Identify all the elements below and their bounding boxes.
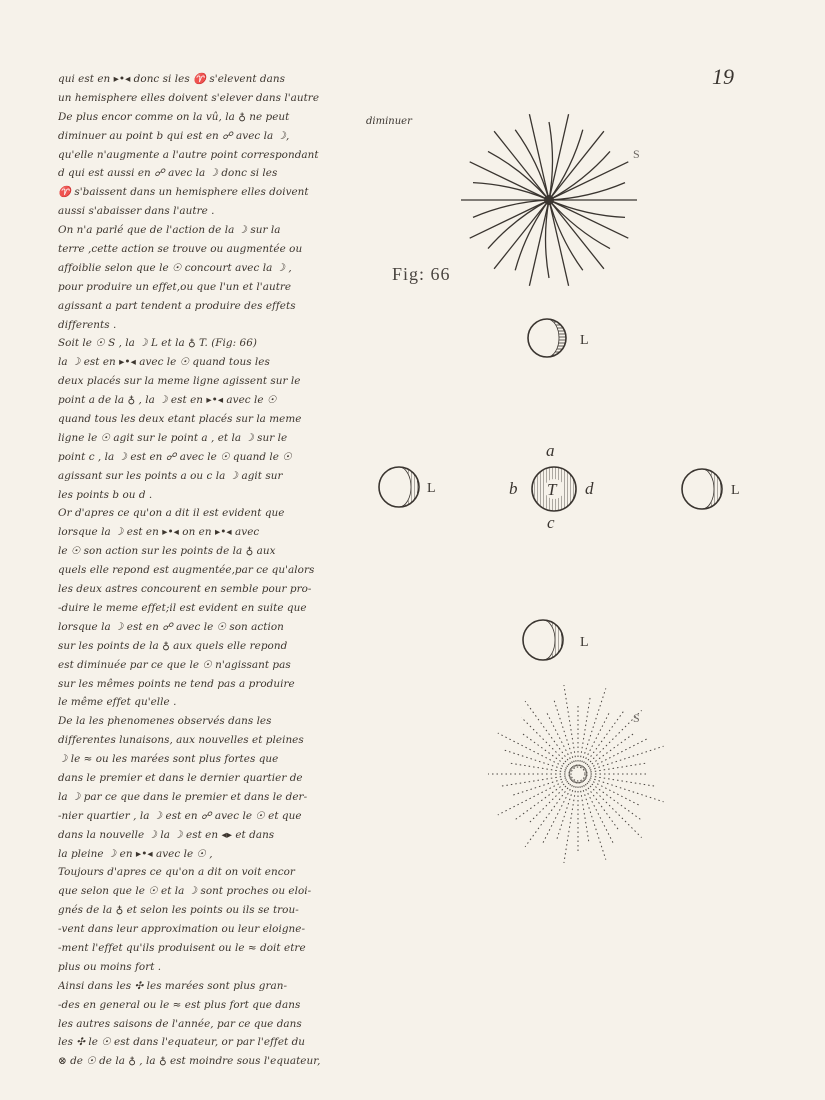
dotted-sun-ray bbox=[582, 781, 615, 845]
text-line: les ✣ le ☉ est dans l'equateur, or par l'effet du bbox=[58, 1036, 306, 1049]
point-d-label: d bbox=[585, 479, 594, 498]
text-line: gnés de la ♁ et selon les points ou ils se trou- bbox=[58, 904, 299, 917]
dotted-sun-ray bbox=[521, 733, 571, 769]
dotted-sun-ray bbox=[579, 695, 590, 766]
dotted-sun-ray bbox=[529, 780, 573, 824]
text-line: lorsque la ☽ est en ☍ avec le ☉ son action bbox=[58, 620, 284, 633]
dotted-sun-ray bbox=[580, 782, 605, 860]
dotted-sun-ray bbox=[580, 688, 605, 766]
dotted-sun-ray bbox=[556, 782, 575, 841]
dotted-sun-ray bbox=[583, 709, 625, 767]
text-line: -vent dans leur approximation ou leur eloigne- bbox=[58, 923, 306, 936]
moon-right-label: L bbox=[731, 483, 740, 498]
dotted-sun-ray bbox=[542, 781, 575, 845]
text-line: plus ou moins fort . bbox=[58, 960, 162, 973]
dotted-sun-ray bbox=[583, 780, 619, 830]
point-b-label: b bbox=[509, 479, 518, 498]
text-line: les deux astres concourent en semble pour pro- bbox=[58, 583, 312, 596]
text-line: deux placés sur la meme ligne agissent sur le bbox=[58, 375, 301, 388]
moon-top-icon bbox=[528, 319, 566, 357]
text-line: ⊗ de ☉ de la ♁ , la ♁ est moindre sous l'equateur, bbox=[58, 1055, 321, 1068]
text-line: -des en general ou le ≈ est plus fort que dans bbox=[58, 998, 301, 1011]
text-line: les points b ou d . bbox=[58, 488, 153, 501]
moon-bottom-label: L bbox=[580, 635, 589, 650]
text-line: point c , la ☽ est en ☍ avec le ☉ quand le ☉ bbox=[58, 450, 292, 463]
text-line: est diminuée par ce que le ☉ n'agissant pas bbox=[58, 658, 291, 671]
dotted-sun-side-mark: S bbox=[633, 711, 640, 725]
dotted-sun-ray bbox=[513, 779, 571, 821]
moon-top-label: L bbox=[580, 333, 589, 348]
text-line: Toujours d'apres ce qu'on a dit on voit encor bbox=[58, 866, 295, 879]
text-line: la ☽ par ce que dans le premier et dans le der- bbox=[58, 790, 308, 803]
sun-core bbox=[544, 195, 554, 205]
figure-label: Fig: 66 bbox=[392, 264, 451, 284]
text-line: sur les mêmes points ne tend pas a produire bbox=[58, 677, 295, 690]
text-line: affoiblie selon que le ☉ concourt avec la ☽ , bbox=[58, 261, 292, 274]
text-line: differents . bbox=[58, 318, 117, 331]
dotted-sun-ray bbox=[586, 746, 664, 771]
dotted-sun-ray bbox=[582, 712, 610, 767]
text-line: qu'elle n'augmente a l'autre point correspondant bbox=[58, 148, 319, 161]
text-line: le ☉ son action sur les points de la ♁ aux bbox=[58, 545, 276, 558]
dotted-sun-ray bbox=[511, 776, 570, 795]
moon-left-icon bbox=[379, 467, 419, 507]
text-line: ♈ s'baissent dans un hemisphere elles doivent bbox=[58, 186, 309, 199]
dotted-sun-core bbox=[571, 767, 585, 781]
text-line: agissant a part tendent a produire des effets bbox=[58, 299, 296, 312]
text-line: Or d'apres ce qu'on a dit il est evident que bbox=[58, 507, 285, 520]
text-line: agissant sur les points a ou c la ☽ agit sur bbox=[58, 469, 283, 482]
text-line: diminuer au point b qui est en ☍ avec la ☽, bbox=[58, 129, 290, 142]
text-line: -nier quartier , la ☽ est en ☍ avec le ☉ et que bbox=[58, 809, 302, 822]
text-line: qui est en ▸•◂ donc si les ♈ s'elevent dans bbox=[58, 73, 285, 85]
text-line: aussi s'abaisser dans l'autre . bbox=[58, 205, 215, 218]
dotted-sun-ray bbox=[564, 782, 577, 863]
point-a-label: a bbox=[546, 441, 555, 460]
dotted-sun-ray bbox=[585, 778, 640, 806]
sun-side-mark: S bbox=[633, 147, 640, 161]
text-line: d qui est aussi en ☍ avec la ☽ donc si les bbox=[58, 167, 278, 180]
text-line: dans le premier et dans le dernier quartier de bbox=[58, 771, 303, 784]
point-c-label: c bbox=[547, 513, 555, 532]
dotted-sun-ray bbox=[586, 763, 647, 773]
dotted-sun-ray bbox=[584, 780, 642, 838]
text-line: lorsque la ☽ est en ▸•◂ on en ▸•◂ avec bbox=[58, 526, 260, 539]
text-line: De plus encor comme on la vû, la ♁ ne peut bbox=[58, 110, 290, 123]
dotted-sun-ray bbox=[584, 733, 634, 769]
dotted-sun-ray bbox=[564, 685, 577, 766]
text-line: sur les points de la ♁ aux quels elle repond bbox=[58, 639, 288, 652]
text-line: ligne le ☉ agit sur le point a , et la ☽ sur le bbox=[58, 431, 288, 444]
dotted-sun-ray bbox=[521, 717, 572, 768]
sun-icon bbox=[461, 114, 637, 286]
text-line: Soit le ☉ S , la ☽ L et la ♁ T. (Fig: 66) bbox=[58, 337, 257, 350]
text-line: differentes lunaisons, aux nouvelles et pleines bbox=[58, 734, 304, 747]
dotted-sun-ray bbox=[525, 780, 573, 846]
text-line: dans la nouvelle ☽ la ☽ est en ◂▸ et dans bbox=[58, 828, 275, 841]
dotted-sun-ray bbox=[546, 712, 574, 767]
dotted-sun-ray bbox=[525, 701, 573, 767]
text-line: -duire le meme effet;il est evident en suite que bbox=[58, 601, 307, 614]
text-line: On n'a parlé que de l'action de la ☽ sur la bbox=[58, 224, 281, 237]
page-number: 19 bbox=[712, 64, 734, 89]
text-line: le même effet qu'elle . bbox=[58, 696, 177, 709]
dotted-sun-ray bbox=[509, 763, 570, 773]
text-line: quels elle repond est augmentée,par ce qu'alors bbox=[58, 564, 315, 577]
text-line: ☽ le ≈ ou les marées sont plus fortes que bbox=[58, 753, 279, 766]
text-line: point a de la ♁ , la ☽ est en ▸•◂ avec le ☉ bbox=[58, 394, 277, 407]
text-line: Ainsi dans les ✣ les marées sont plus gran- bbox=[58, 979, 288, 992]
dotted-sun-ray bbox=[579, 782, 589, 843]
text-line: un hemisphere elles doivent s'elever dans l'autre bbox=[58, 91, 320, 104]
margin-note-text: diminuer bbox=[366, 116, 412, 127]
text-line: pour produire un effet,ou que l'un et l'autre bbox=[58, 280, 292, 293]
text-line: -ment l'effet qu'ils produisent ou le ≈ doit etre bbox=[58, 941, 306, 954]
text-line: terre ,cette action se trouve ou augmentée ou bbox=[58, 243, 303, 256]
text-line: De la les phenomenes observés dans les bbox=[58, 715, 272, 728]
dotted-sun-ray bbox=[586, 776, 664, 801]
text-line: la ☽ est en ▸•◂ avec le ☉ quand tous les bbox=[58, 356, 270, 369]
earth-label: T bbox=[547, 480, 557, 499]
text-line: quand tous les deux etant placés sur la meme bbox=[58, 413, 302, 426]
text-line: la pleine ☽ en ▸•◂ avec le ☉ , bbox=[58, 847, 213, 860]
moon-right-icon bbox=[682, 469, 722, 509]
dotted-sun-ray bbox=[585, 738, 649, 771]
text-line: que selon que le ☉ et la ☽ sont proches ou eloi- bbox=[58, 885, 312, 898]
moon-left-label: L bbox=[427, 481, 436, 496]
dotted-sun-ray bbox=[586, 775, 657, 786]
moon-bottom-icon bbox=[523, 620, 563, 660]
dotted-sun-ray bbox=[584, 779, 642, 821]
dotted-sun-ray bbox=[499, 775, 570, 786]
text-line: les autres saisons de l'année, par ce que dans bbox=[58, 1017, 302, 1030]
